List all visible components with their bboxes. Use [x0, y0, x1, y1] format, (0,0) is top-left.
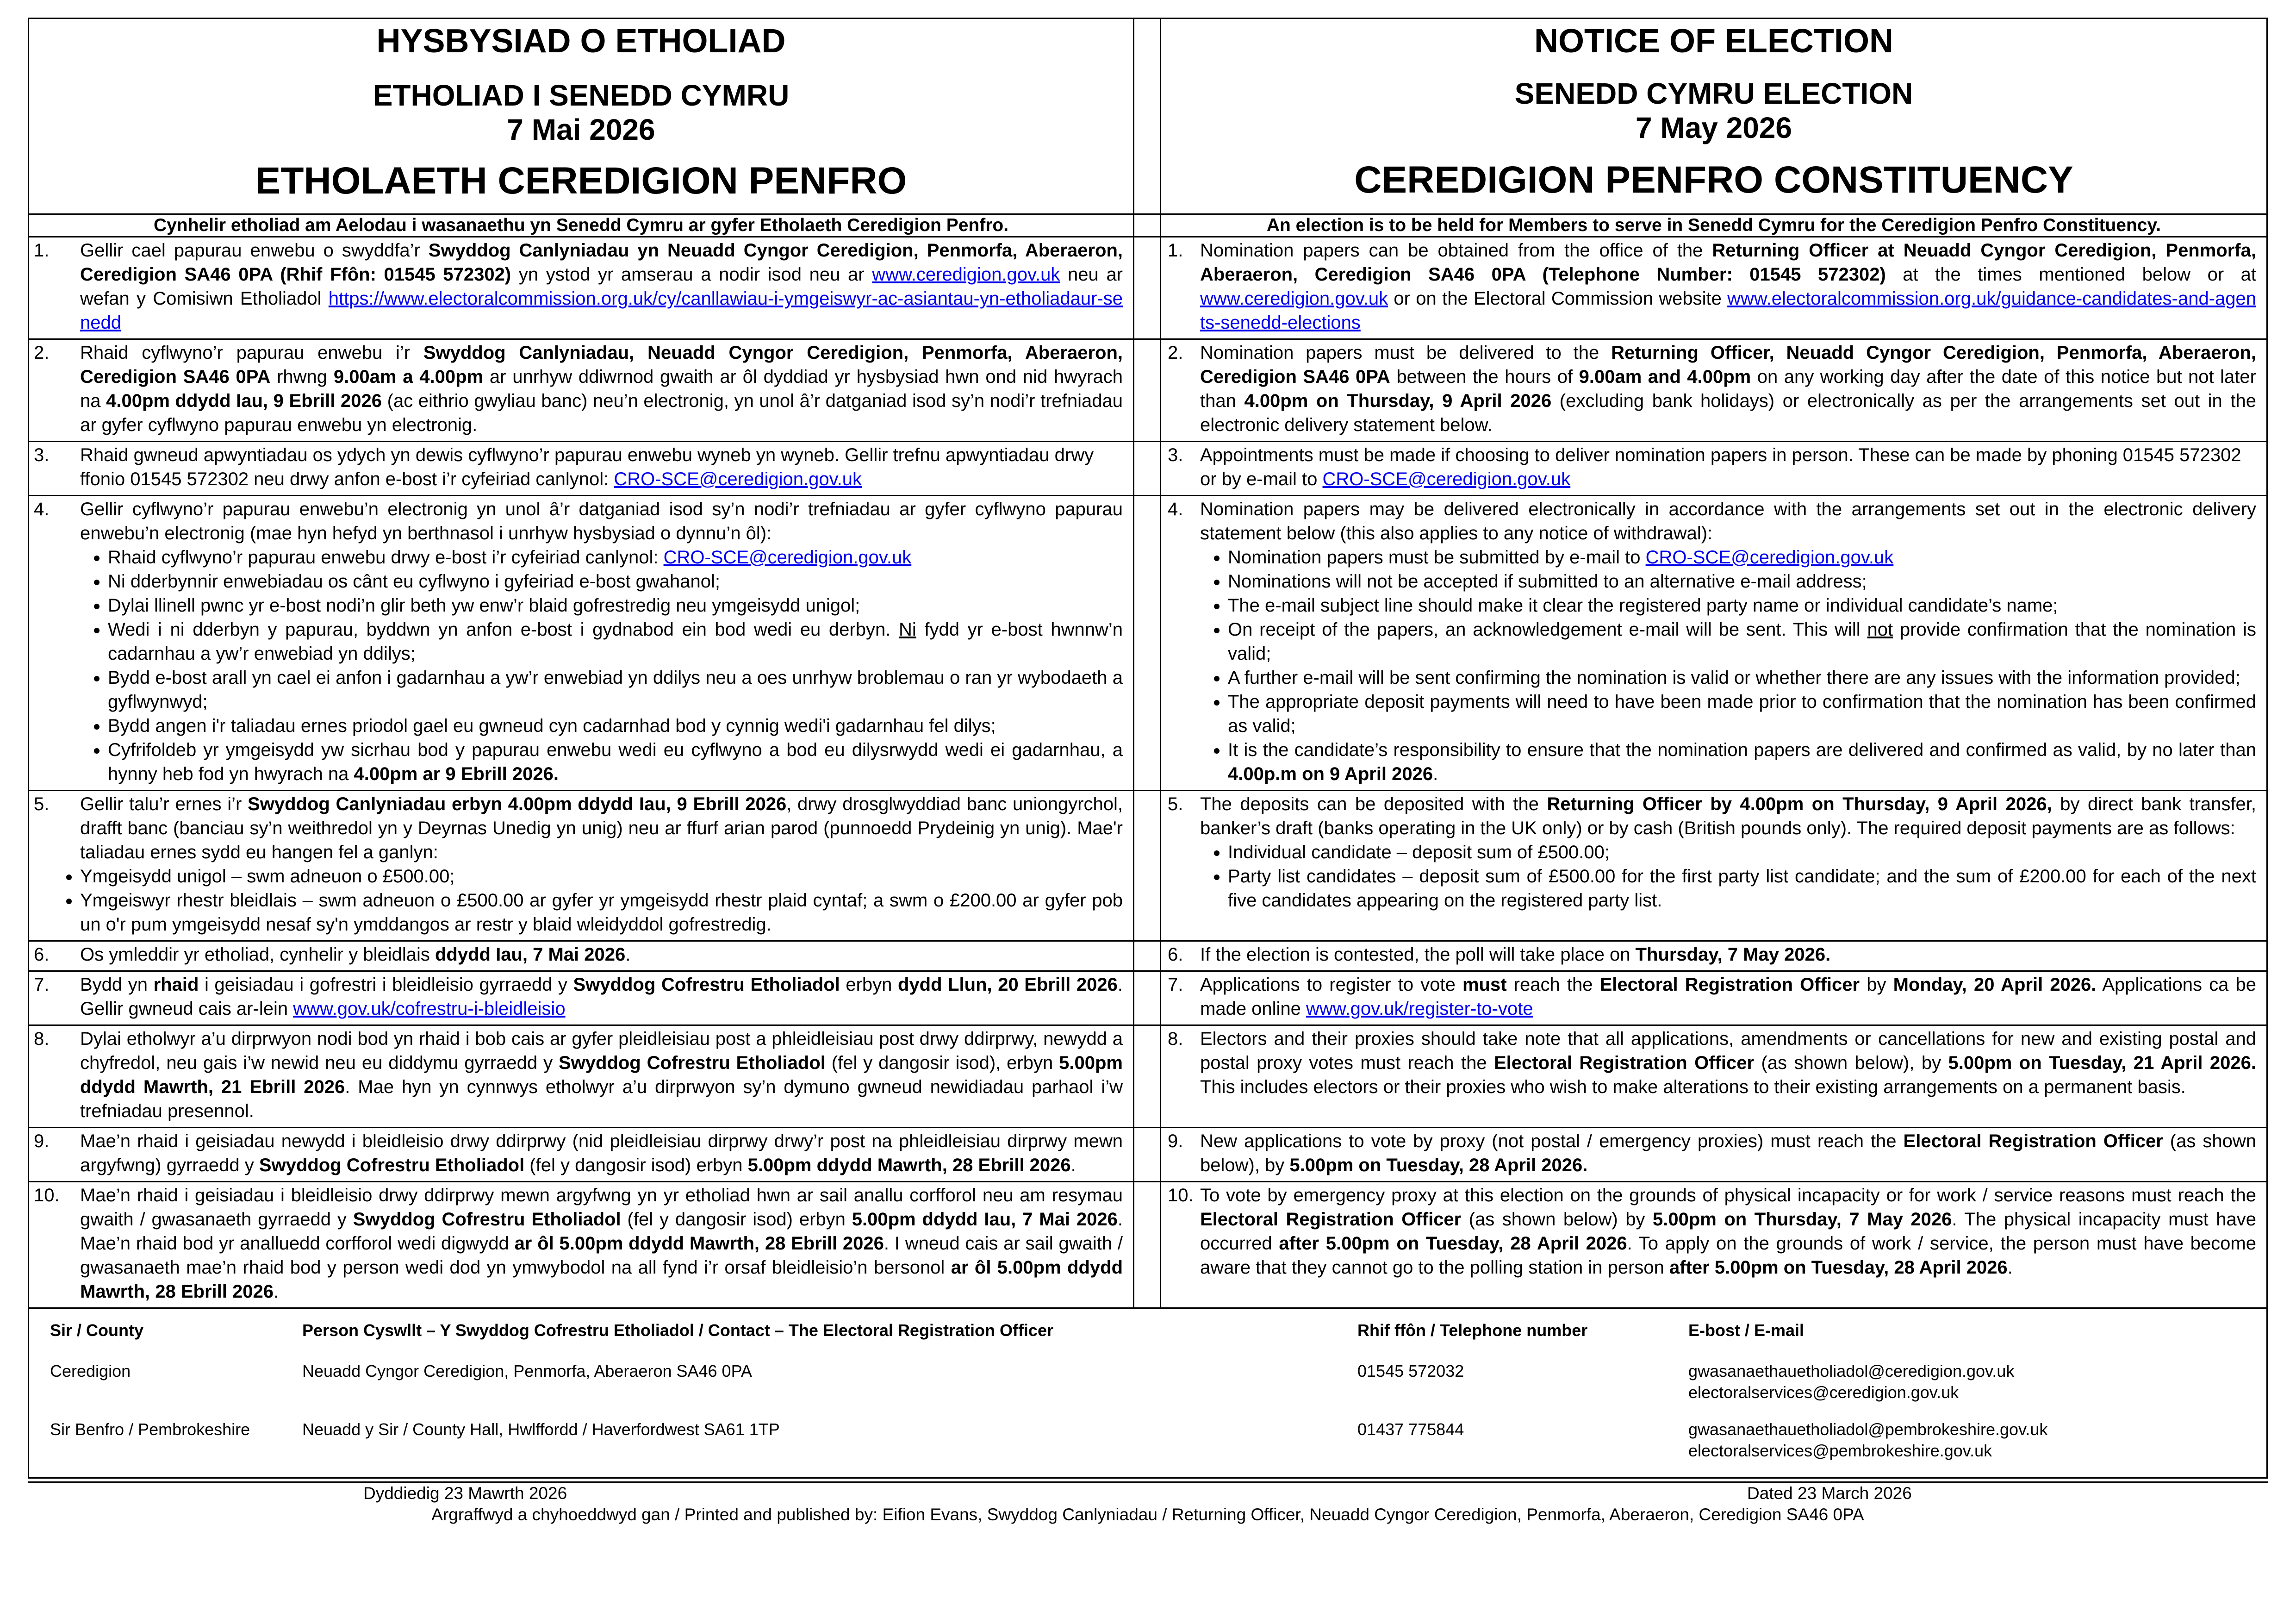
english-election-name: SENEDD CYMRU ELECTION	[1514, 77, 1913, 110]
address-pembrokeshire: Neuadd y Sir / County Hall, Hwlffordd / Haverfordwest SA61 1TP	[302, 1420, 780, 1439]
text: .	[625, 944, 631, 965]
welsh-election-date: 7 Mai 2026	[507, 113, 655, 146]
list-item	[108, 545, 1123, 569]
item-number: 5.	[34, 794, 50, 814]
text: by direct bank transfer, banker’s draft (banks operating in the UK only) or by cash (British pounds only). The required deposit payments are as follows:	[1200, 794, 2256, 838]
deadline: after 5.00pm on Tuesday, 28 April 2026	[1279, 1233, 1627, 1254]
text: This includes electors or their proxies who wish to make alterations to their existing arrangements on a permanent basis.	[1200, 1077, 2186, 1097]
deadline: Monday, 20 April 2026.	[1893, 974, 2097, 995]
column-gap	[1134, 972, 1161, 1024]
text: The deposits can be deposited with the	[1200, 794, 1547, 814]
address-ceredigion: Neuadd Cyngor Ceredigion, Penmorfa, Aberaeron SA46 0PA	[302, 1362, 752, 1380]
poll-date: ddydd Iau, 7 Mai 2026	[435, 944, 626, 965]
deadline: 5.00pm ddydd Mawrth, 28 Ebrill 2026	[747, 1155, 1071, 1175]
text: (as shown below), by	[1754, 1053, 1948, 1073]
election-notice	[28, 18, 2268, 1534]
list-item: • Dylai llinell pwnc yr e-bost nodi’n glir beth yw enw’r blaid gofrestredig neu ymgeisydd unigol;	[108, 593, 1123, 618]
welsh-item-1	[29, 237, 1134, 338]
text: . Gellir gwneud cais ar-lein	[80, 974, 1123, 1019]
welsh-intro: Cynhelir etholiad am Aelodau i wasanaethu yn Senedd Cymru ar gyfer Etholaeth Ceredigion Penfro.	[29, 215, 1134, 236]
deadline: 5.00pm on Thursday, 7 May 2026	[1653, 1209, 1952, 1230]
text: Rhaid gwneud apwyntiadau os ydych yn dewis cyflwyno’r papurau enwebu wyneb yn wyneb	[80, 445, 834, 465]
text: Appointments must be made if choosing to deliver nomination papers in person. These can be made by phoning 01545 572302 or by e-mail to	[1200, 445, 2241, 489]
electoral-commission-link[interactable]: www.electoralcommission.org.uk/guidance-candidates-and-agents-senedd-elections	[1200, 288, 2256, 333]
text: (ac eithrio gwyliau banc) neu’n electronig, yn unol â’r datganiad isod sy’n nodi’r trefniadau ar gyfer cyflwyno papurau enwebu yn electronig.	[80, 391, 1123, 435]
text: yn ystod yr amserau a nodir isod neu ar	[511, 264, 872, 285]
text: erbyn	[840, 974, 898, 995]
text: . Gellir trefnu apwyntiadau drwy ffonio 01545 572302 neu drwy anfon e-bost i’r cyfeiriad canlynol:	[80, 445, 1094, 489]
list-item	[108, 618, 1123, 666]
text: on any working day after the date of this notice but not later than	[1200, 367, 2256, 411]
bullet-list	[1200, 545, 2256, 786]
deadline: 4.00pm ddydd Iau, 9 Ebrill 2026	[106, 391, 382, 411]
text: Returning Officer, Neuadd Cyngor Ceredigion, Penmorfa, Aberaeron, Ceredigion SA46 0PA	[1200, 343, 2256, 387]
emphasis: not	[1867, 619, 1893, 640]
bullet-list	[52, 864, 1123, 937]
text: (fel y dangosir isod) erbyn	[524, 1155, 748, 1175]
column-gap	[1134, 340, 1161, 441]
text: Dylai etholwyr a’u dirprwyon nodi bod yn rhaid i bob cais ar gyfer pleidleisiau post a phleidleisiau post drwy ddirprwy, newydd a chyfredol, neu gais i’w newid neu eu diddymu gyrraedd y	[80, 1029, 1123, 1073]
english-item-8	[1161, 1026, 2266, 1127]
list-item	[1228, 738, 2256, 786]
text: reach the	[1506, 974, 1600, 995]
text: Mae’n rhaid i geisiadau newydd i bleidleisio drwy ddirprwy (nid pleidleisiau dirprwy drwy’r post na phleidleisiau dirprwy mewn argyfwng) gyrraedd y	[80, 1131, 1123, 1175]
text: . The physical incapacity must have occurred	[1200, 1209, 2257, 1254]
welsh-notice-title: HYSBYSIAD O ETHOLIAD	[376, 23, 786, 60]
welsh-item-2	[29, 340, 1134, 441]
text: Swyddog Cofrestru Etholiadol	[353, 1209, 621, 1230]
text: (fel y dangosir isod) erbyn	[621, 1209, 852, 1230]
deadline: ar ôl 5.00pm ddydd Mawrth, 28 Ebrill 2026	[80, 1257, 1123, 1302]
text: To vote by emergency proxy at this election on the grounds of physical incapacity or for work / service reasons must reach the	[1200, 1185, 2256, 1206]
bullet-list	[1200, 840, 2256, 912]
english-constituency: CEREDIGION PENFRO CONSTITUENCY	[1354, 159, 2073, 201]
email-ceredigion-welsh: gwasanaethauetholiadol@ceredigion.gov.uk	[1688, 1362, 2015, 1380]
item-3	[29, 441, 2266, 495]
deadline: 5.00pm on Tuesday, 28 April 2026.	[1289, 1155, 1588, 1175]
english-item-10	[1161, 1182, 2266, 1307]
english-item-6	[1161, 942, 2266, 970]
deadline: 4.00p.m on 9 April 2026	[1228, 764, 1433, 784]
text: Applications to register to vote	[1200, 974, 1462, 995]
text: provide confirmation that the nomination is valid;	[1228, 619, 2256, 664]
list-item	[108, 738, 1123, 786]
text: (fel y dangosir isod), erbyn	[825, 1053, 1059, 1073]
text: .	[1433, 764, 1438, 784]
text: . Mae hyn yn cynnwys etholwyr a’u dirprwyon sy’n dymuno gwneud newidiadau parhaol i’w trefniadau presennol.	[80, 1077, 1123, 1121]
item-number: 10.	[34, 1185, 60, 1206]
welsh-item-10	[29, 1182, 1134, 1307]
email-ceredigion: electoralservices@ceredigion.gov.uk	[1688, 1383, 1959, 1402]
register-to-vote-welsh-link[interactable]: www.gov.uk/cofrestru-i-bleidleisio	[293, 999, 566, 1019]
text: Swyddog Cofrestru Etholiadol	[573, 974, 840, 995]
item-6	[29, 940, 2266, 970]
item-number: 5.	[1168, 794, 1183, 814]
column-gap	[1134, 791, 1161, 940]
text: 9.00am and 4.00pm	[1579, 367, 1751, 387]
deadline: after 5.00pm on Tuesday, 28 April 2026	[1669, 1257, 2008, 1278]
welsh-item-9	[29, 1128, 1134, 1181]
text: neu ar wefan y Comisiwn Etholiadol	[80, 264, 1123, 309]
register-to-vote-link[interactable]: www.gov.uk/register-to-vote	[1306, 999, 1533, 1019]
list-item: • Ymgeiswyr rhestr bleidlais – swm adneuon o £500.00 ar gyfer yr ymgeisydd rhestr plaid cyntaf; a swm o £200.00 ar gyfer pob un o'r pum ymgeisydd nesaf sy'n ymddangos ar restr y blaid wleidyddol gofrestredig.	[80, 888, 1123, 937]
item-number: 3.	[34, 445, 50, 465]
text: fydd yr e-bost hwnnw’n cadarnhau a yw’r enwebiad yn ddilys;	[108, 619, 1123, 664]
text: Bydd yn	[80, 974, 154, 995]
english-item-7	[1161, 972, 2266, 1024]
poll-date: Thursday, 7 May 2026.	[1635, 944, 1831, 965]
item-number: 8.	[1168, 1029, 1183, 1049]
deadline: 4.00pm on Thursday, 9 April 2026	[1244, 391, 1552, 411]
english-item-3	[1161, 442, 2266, 495]
list-item	[1228, 618, 2256, 666]
returning-officer-address: Returning Officer at Neuadd Cyngor Ceredigion, Penmorfa, Aberaeron, Ceredigion SA46 0PA (Telephone Number: 01545 572302)	[1200, 240, 2256, 285]
welsh-item-3	[29, 442, 1134, 495]
column-gap	[1134, 215, 1161, 236]
text: Applications ca be made online	[1200, 974, 2256, 1019]
text: If the election is contested, the poll will take place on	[1200, 944, 1636, 965]
notice-frame	[28, 18, 2268, 1479]
item-number: 9.	[1168, 1131, 1183, 1151]
contact-header: Person Cyswllt – Y Swyddog Cofrestru Etholiadol / Contact – The Electoral Registration Officer	[302, 1321, 1053, 1340]
column-gap	[1134, 942, 1161, 970]
cro-email-link[interactable]: CRO-SCE@ceredigion.gov.uk	[663, 547, 912, 568]
item-2	[29, 338, 2266, 441]
cro-email-link[interactable]: CRO-SCE@ceredigion.gov.uk	[1645, 547, 1894, 568]
printed-by: Argraffwyd a chyhoeddwyd gan / Printed and published by: Eifion Evans, Swyddog Canlyniadau / Returning Officer, Neuadd Cyngor Ceredigion, Penmorfa, Aberaeron, Ceredigion SA46 0PA	[431, 1505, 1864, 1524]
item-number: 7.	[1168, 974, 1183, 995]
footer	[28, 1483, 2268, 1534]
welsh-dated: Dyddiedig 23 Mawrth 2026	[363, 1484, 567, 1503]
text: .	[1070, 1155, 1076, 1175]
text: 9.00am a 4.00pm	[333, 367, 484, 387]
text: Swyddog Cofrestru Etholiadol	[259, 1155, 525, 1175]
text: Nomination papers may be delivered electronically in accordance with the arrangements set out in the electronic delivery statement below (this also applies to any notice of withdrawal):	[1200, 499, 2256, 543]
english-item-4	[1161, 496, 2266, 790]
email-pembrokeshire-welsh: gwasanaethauetholiadol@pembrokeshire.gov.uk	[1688, 1420, 2048, 1439]
ceredigion-website-link[interactable]: www.ceredigion.gov.uk	[1200, 288, 1388, 309]
text: Electoral Registration Officer	[1200, 1209, 1462, 1230]
english-notice-title: NOTICE OF ELECTION	[1534, 23, 1893, 60]
item-8	[29, 1024, 2266, 1127]
county-header: Sir / County	[50, 1321, 144, 1340]
item-number: 6.	[1168, 944, 1183, 965]
text: Nomination papers must be submitted by e-mail to	[1228, 547, 1646, 568]
welsh-item-5	[29, 791, 1134, 940]
item-number: 9.	[34, 1131, 50, 1151]
list-item: • Bydd e-bost arall yn cael ei anfon i gadarnhau a yw’r enwebiad yn ddilys neu a oes unrhyw broblemau o ran yr wybodaeth a gyflwynwyd;	[108, 666, 1123, 714]
text: rhaid	[153, 974, 199, 995]
english-item-2	[1161, 340, 2266, 441]
text: rhwng	[270, 367, 334, 387]
item-number: 3.	[1168, 445, 1183, 465]
english-item-5	[1161, 791, 2266, 940]
text: (as shown below), by	[1200, 1131, 2256, 1175]
item-number: 6.	[34, 944, 50, 965]
list-item: • Nominations will not be accepted if submitted to an alternative e-mail address;	[1228, 569, 2256, 593]
text: Electoral Registration Officer	[1599, 974, 1860, 995]
text: (excluding bank holidays) or electronically as per the arrangements set out in the electronic delivery statement below.	[1200, 391, 2256, 435]
welsh-constituency: ETHOLAETH CEREDIGION PENFRO	[255, 160, 907, 202]
text: , drwy drosglwyddiad banc uniongyrchol, drafft banc (banciau sy’n weithredol yn y Deyrnas Unedig yn unig) neu ar ffurf arian parod (punnoedd Prydeinig yn unig). Mae'r taliadau ernes sydd eu hangen fel a ganlyn:	[80, 794, 1123, 862]
text: Gellir talu’r ernes i’r	[80, 794, 248, 814]
list-item: • Individual candidate – deposit sum of £500.00;	[1228, 840, 2256, 864]
welsh-item-4	[29, 496, 1134, 790]
item-number: 10.	[1168, 1185, 1194, 1206]
text: Os ymleddir yr etholiad, cynhelir y bleidlais	[80, 944, 435, 965]
text: . I wneud cais ar sail gwaith / gwasanaeth mae’n rhaid bod y person wedi dod yn ymwybodol na all fynd i’r orsaf bleidleisio’n bersonol	[80, 1233, 1123, 1278]
list-item: • The e-mail subject line should make it clear the registered party name or individual candidate’s name;	[1228, 593, 2256, 618]
county-pembrokeshire: Sir Benfro / Pembrokeshire	[50, 1420, 250, 1439]
english-election-date: 7 May 2026	[1635, 111, 1792, 144]
text: Wedi i ni dderbyn y papurau, byddwn yn anfon e-bost i gydnabod ein bod wedi eu derbyn.	[108, 619, 899, 640]
column-gap	[1134, 19, 1161, 213]
column-gap	[1134, 1128, 1161, 1181]
welsh-header	[29, 19, 1134, 213]
text: . To apply on the grounds of work / service, the person must have become aware that they cannot go to the polling station in person	[1200, 1233, 2256, 1278]
text: Electoral Registration Officer	[1903, 1131, 2163, 1151]
text: Gellir cael papurau enwebu o swyddfa’r	[80, 240, 429, 261]
item-9	[29, 1127, 2266, 1181]
column-gap	[1134, 496, 1161, 790]
item-number: 1.	[1168, 240, 1183, 261]
list-item: • Party list candidates – deposit sum of £500.00 for the first party list candidate; and the sum of £200.00 for each of the next five candidates appearing on the registered party list.	[1228, 864, 2256, 912]
text: Nomination papers can be obtained from the office of the	[1200, 240, 1712, 261]
cro-email-link[interactable]: CRO-SCE@ceredigion.gov.uk	[614, 469, 862, 489]
list-item: • The appropriate deposit payments will need to have been made prior to confirmation that the nomination has been confirmed as valid;	[1228, 690, 2256, 738]
electoral-commission-link[interactable]: https://www.electoralcommission.org.uk/cy/canllawiau-i-ymgeiswyr-ac-asiantau-yn-etholiadaur-senedd	[80, 288, 1123, 333]
email-header: E-bost / E-mail	[1688, 1321, 1804, 1340]
list-item: • Bydd angen i'r taliadau ernes priodol gael eu gwneud cyn cadarnhad bod y cynnig wedi'i gadarnhau fel dilys;	[108, 714, 1123, 738]
english-dated: Dated 23 March 2026	[1747, 1484, 1912, 1503]
list-item: • Ni dderbynnir enwebiadau os cânt eu cyflwyno i gyfeiriad e-bost gwahanol;	[108, 569, 1123, 593]
deadline: dydd Llun, 20 Ebrill 2026	[897, 974, 1118, 995]
text: (as shown below) by	[1461, 1209, 1653, 1230]
text: Rhaid cyflwyno’r papurau enwebu i’r	[80, 343, 423, 363]
text: by	[1860, 974, 1893, 995]
text: Swyddog Canlyniadau, Neuadd Cyngor Ceredigion, Penmorfa, Aberaeron, Ceredigion SA46 0PA	[80, 343, 1123, 387]
list-item: • Ymgeisydd unigol – swm adneuon o £500.00;	[80, 864, 1123, 888]
item-number: 4.	[1168, 499, 1183, 519]
english-item-9	[1161, 1128, 2266, 1181]
text: at the times mentioned below or at	[1885, 264, 2257, 285]
cro-email-link[interactable]: CRO-SCE@ceredigion.gov.uk	[1322, 469, 1571, 489]
welsh-item-8	[29, 1026, 1134, 1127]
text: must	[1462, 974, 1507, 995]
contact-table	[29, 1307, 2266, 1477]
welsh-item-7	[29, 972, 1134, 1024]
item-1	[29, 236, 2266, 338]
deadline: ar ôl 5.00pm ddydd Mawrth, 28 Ebrill 2026	[514, 1233, 884, 1254]
item-number: 2.	[1168, 343, 1183, 363]
column-gap	[1134, 237, 1161, 338]
text: On receipt of the papers, an acknowledgement e-mail will be sent. This will	[1228, 619, 1867, 640]
item-number: 7.	[34, 974, 50, 995]
column-gap	[1134, 442, 1161, 495]
deadline: 5.00pm ddydd Iau, 7 Mai 2026	[852, 1209, 1118, 1230]
deadline: Swyddog Canlyniadau erbyn 4.00pm ddydd Iau, 9 Ebrill 2026	[248, 794, 787, 814]
item-number: 1.	[34, 240, 50, 261]
deadline: 4.00pm ar 9 Ebrill 2026.	[354, 764, 559, 784]
email-pembrokeshire: electoralservices@pembrokeshire.gov.uk	[1688, 1441, 1992, 1460]
item-10	[29, 1181, 2266, 1307]
list-item: • A further e-mail will be sent confirming the nomination is valid or whether there are any issues with the information provided;	[1228, 666, 2256, 690]
header-row	[29, 19, 2266, 213]
text: New applications to vote by proxy (not postal / emergency proxies) must reach the	[1200, 1131, 1904, 1151]
text: Electors and their proxies should take note that all applications, amendments or cancellations for new and existing postal and postal proxy votes must reach the	[1200, 1029, 2256, 1073]
item-number: 2.	[34, 343, 50, 363]
phone-ceredigion: 01545 572032	[1357, 1362, 1464, 1380]
text: . Mae’n rhaid bod yr analluedd corfforol wedi digwydd	[80, 1209, 1123, 1254]
text: ar unrhyw ddiwrnod gwaith ar ôl dyddiad yr hysbysiad hwn ond nid hwyrach na	[80, 367, 1123, 411]
phone-pembrokeshire: 01437 775844	[1357, 1420, 1464, 1439]
deadline: 5.00pm on Tuesday, 21 April 2026.	[1948, 1053, 2256, 1073]
item-4	[29, 495, 2266, 790]
list-item	[1228, 545, 2256, 569]
text: Gellir cyflwyno’r papurau enwebu’n electronig yn unol â’r datganiad isod sy’n nodi’r trefniadau ar gyfer cyflwyno papurau enwebu’n electronig (mae hyn hefyd yn berthnasol i unrhyw hysbysiad o dynnu’n ôl):	[80, 499, 1123, 543]
returning-officer-address: Swyddog Canlyniadau yn Neuadd Cyngor Ceredigion, Penmorfa, Aberaeron, Ceredigion SA46 0PA (Rhif Ffôn: 01545 572302)	[80, 240, 1123, 285]
phone-header: Rhif ffôn / Telephone number	[1357, 1321, 1588, 1340]
text: Nomination papers must be delivered to the	[1200, 343, 1612, 363]
column-gap	[1134, 1182, 1161, 1307]
column-gap	[1134, 1026, 1161, 1127]
text: Cyfrifoldeb yr ymgeisydd yw sicrhau bod y papurau enwebu wedi eu cyflwyno a bod eu dilysrwydd wedi ei gadarnhau, a hynny heb fod yn hwyrach na	[108, 740, 1123, 784]
welsh-item-6	[29, 942, 1134, 970]
text: Electoral Registration Officer	[1493, 1053, 1755, 1073]
english-item-1	[1161, 237, 2266, 338]
text: between the hours of	[1390, 367, 1579, 387]
bullet-list	[80, 545, 1123, 786]
county-ceredigion: Ceredigion	[50, 1362, 131, 1380]
english-intro: An election is to be held for Members to serve in Senedd Cymru for the Ceredigion Penfro Constituency.	[1266, 215, 2161, 235]
deadline: 5.00pm ddydd Mawrth, 21 Ebrill 2026	[80, 1053, 1123, 1097]
deadline: Returning Officer by 4.00pm on Thursday, 9 April 2026,	[1547, 794, 2052, 814]
text: Swyddog Cofrestru Etholiadol	[558, 1053, 826, 1073]
english-header	[1161, 19, 2266, 213]
item-number: 8.	[34, 1029, 50, 1049]
welsh-election-name: ETHOLIAD I SENEDD CYMRU	[373, 79, 790, 112]
emphasis: Ni	[898, 619, 916, 640]
text: or on the Electoral Commission website	[1388, 288, 1728, 309]
item-7	[29, 970, 2266, 1024]
intro-row	[29, 213, 2266, 236]
ceredigion-website-link[interactable]: www.ceredigion.gov.uk	[872, 264, 1060, 285]
item-number: 4.	[34, 499, 50, 519]
text: i geisiadau i gofrestri i bleidleisio gyrraedd y	[199, 974, 573, 995]
text: It is the candidate’s responsibility to ensure that the nomination papers are delivered and confirmed as valid, by no later than	[1228, 740, 2256, 760]
item-5	[29, 790, 2266, 940]
text: Rhaid cyflwyno’r papurau enwebu drwy e-bost i’r cyfeiriad canlynol:	[108, 547, 664, 568]
text: .	[273, 1281, 279, 1302]
text: .	[2007, 1257, 2013, 1278]
text: Mae’n rhaid i geisiadau i bleidleisio drwy ddirprwy mewn argyfwng yn yr etholiad hwn ar sail anallu corfforol neu am resymau gwaith / gwasanaeth gyrraedd y	[80, 1185, 1123, 1230]
